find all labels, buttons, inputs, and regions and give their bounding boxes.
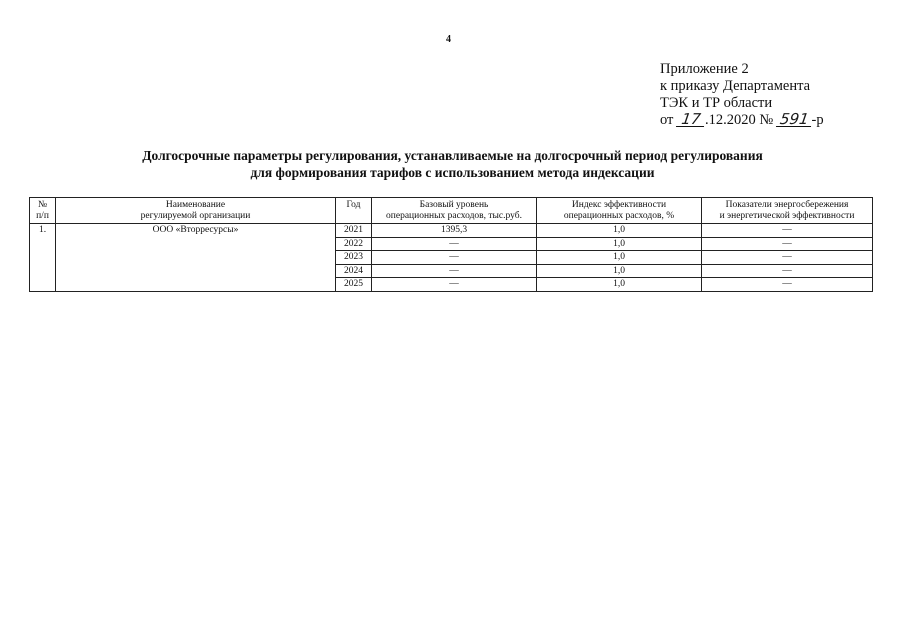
efficiency-index-cell: 1,0: [537, 278, 702, 292]
header-index-line-1: Индекс эффективности: [571, 200, 667, 210]
header-num-line-1: №: [37, 200, 48, 210]
date-rest: .12.2020 №: [705, 112, 774, 128]
header-index-line-2: операционных расходов, %: [563, 211, 675, 221]
header-org-line-1: Наименование: [165, 200, 226, 210]
header-base-line-1: Базовый уровень: [419, 200, 489, 210]
header-base-line-2: операционных расходов, тыс.руб.: [386, 211, 522, 221]
header-energy-indicators: [702, 198, 873, 224]
header-year-line-1: Год: [346, 200, 361, 210]
efficiency-index-cell: 1,0: [537, 264, 702, 278]
appendix-block: [660, 61, 824, 129]
energy-indicator-cell: —: [702, 264, 873, 278]
year-cell: 2022: [336, 237, 372, 251]
appendix-line-2: к приказу Департамента: [660, 78, 811, 94]
header-energy-line-2: и энергетической эффективности: [719, 211, 855, 221]
header-num-line-2: п/п: [36, 211, 49, 221]
efficiency-index-cell: 1,0: [537, 224, 702, 238]
header-base-level: [372, 198, 537, 224]
energy-indicator-cell: —: [702, 237, 873, 251]
efficiency-index-cell: 1,0: [537, 251, 702, 265]
year-cell: 2023: [336, 251, 372, 265]
page-number: 4: [446, 34, 451, 45]
energy-indicator-cell: —: [702, 224, 873, 238]
header-efficiency-index: [537, 198, 702, 224]
year-cell: 2024: [336, 264, 372, 278]
base-level-cell: —: [372, 264, 537, 278]
base-level-cell: —: [372, 237, 537, 251]
header-num: [30, 198, 56, 224]
handwritten-day: 17: [676, 112, 706, 127]
appendix-line-3: ТЭК и ТР области: [660, 95, 773, 111]
parameters-table: [29, 197, 873, 292]
table-row: [30, 224, 873, 238]
year-cell: 2025: [336, 278, 372, 292]
header-organization: [56, 198, 336, 224]
title-line-1: Долгосрочные параметры регулирования, устанавливаемые на долгосрочный период регулирования: [142, 148, 763, 163]
table-header-row: [30, 198, 873, 224]
header-energy-line-1: Показатели энергосбережения: [725, 200, 849, 210]
energy-indicator-cell: —: [702, 251, 873, 265]
base-level-cell: —: [372, 251, 537, 265]
header-org-line-2: регулируемой организации: [140, 211, 251, 221]
title-line-2: для формирования тарифов с использованием метода индексации: [250, 165, 655, 180]
efficiency-index-cell: 1,0: [537, 237, 702, 251]
order-suffix: -р: [811, 112, 824, 128]
row-number-cell: 1.: [30, 224, 56, 292]
header-year: [336, 198, 372, 224]
document-title: [40, 147, 865, 181]
appendix-line-1: Приложение 2: [660, 61, 749, 77]
organization-cell: ООО «Вторресурсы»: [56, 224, 336, 292]
year-cell: 2021: [336, 224, 372, 238]
base-level-cell: 1395,3: [372, 224, 537, 238]
appendix-date-line: [660, 112, 824, 129]
date-prefix: от: [660, 112, 674, 128]
base-level-cell: —: [372, 278, 537, 292]
handwritten-order-number: 591: [776, 112, 813, 127]
energy-indicator-cell: —: [702, 278, 873, 292]
